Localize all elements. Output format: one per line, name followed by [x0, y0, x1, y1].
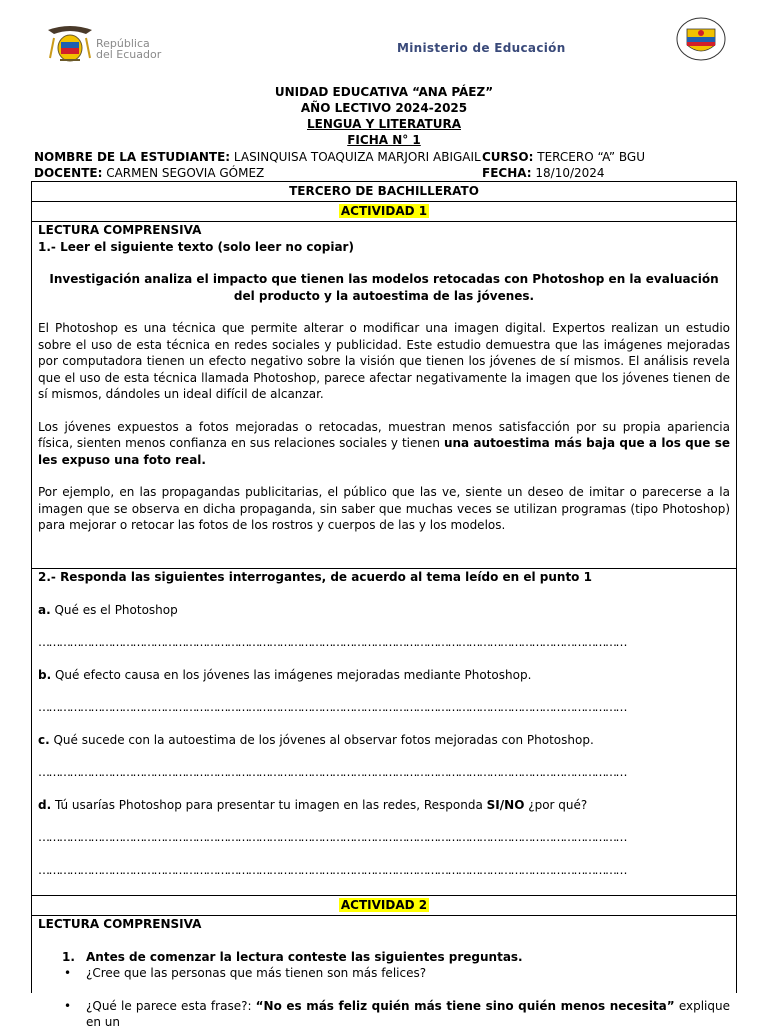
bullet-2-quote: “No es más feliz quién más tiene sino quién menos necesita”: [255, 998, 675, 1013]
question-d-emphasis: SI/NO: [486, 797, 525, 812]
republic-logotype: [96, 38, 161, 60]
student-label: NOMBRE DE LA ESTUDIANTE:: [34, 150, 231, 164]
school-name: UNIDAD EDUCATIVA “ANA PÁEZ”: [274, 85, 494, 99]
question-d: [38, 797, 730, 814]
activity-2-row: [32, 896, 736, 916]
sheet-number: FICHA N° 1: [347, 133, 421, 147]
bullet-1-text: ¿Cree que las personas que más tienen son más felices?: [86, 966, 427, 980]
questions-instruction: 2.- Responda las siguientes interrogantes, de acuerdo al tema leído en el punto 1: [38, 570, 592, 584]
question-a: [38, 602, 730, 619]
question-d-text: Tú usarías Photoshop para presentar tu imagen en las redes, Responda: [51, 797, 487, 812]
question-d-letter: d.: [38, 797, 52, 812]
student-row: [34, 149, 734, 165]
paragraph-2-text: Los jóvenes expuestos a fotos mejoradas o retocadas, muestran menos satisfacción por su propia apariencia física, sienten menos confianza en sus relaciones sociales y tienen: [38, 419, 730, 450]
course-label: CURSO:: [482, 150, 534, 164]
ministry-name: Ministerio de Educación: [397, 41, 566, 55]
date-value: 18/10/2024: [531, 166, 605, 180]
bullet-icon: •: [64, 998, 72, 1013]
level-row: [32, 182, 736, 202]
answer-line-b[interactable]: ……………………………………………………………………………………………………………………………………………………: [38, 700, 626, 714]
activity-2-section: [32, 916, 736, 1031]
question-a-text: Qué es el Photoshop: [50, 602, 178, 617]
teacher-label: DOCENTE:: [34, 166, 103, 180]
question-a-letter: a.: [38, 602, 51, 617]
page-header: [0, 0, 768, 80]
article-headline: Investigación analiza el impacto que tienen las modelos retocadas con Photoshop en la evaluación del producto y la autoestima de las jóvenes.: [49, 272, 719, 303]
bullet-2-tail: explique en un: [86, 998, 730, 1029]
answer-line-d2[interactable]: ……………………………………………………………………………………………………………………………………………………: [38, 862, 626, 877]
item-1-text: Antes de comenzar la lectura conteste las siguientes preguntas.: [86, 949, 523, 964]
question-c-text: Qué sucede con la autoestima de los jóvenes al observar fotos mejoradas con Photoshop.: [49, 732, 594, 747]
article-paragraph-3: Por ejemplo, en las propagandas publicitarias, el público que las ve, siente un deseo de imitar o parecerse a la imagen que se observa en dicha propaganda, sin saber que muchas veces se utilizan programas (tipo Photoshop) para mejorar o retocar las fotos de los rostros y cuerpos de las y los modelos.: [38, 485, 730, 532]
activity-1-row: [32, 202, 736, 222]
activity-2-item-1: [38, 949, 730, 966]
activity-2-heading: LECTURA COMPRENSIVA: [38, 917, 202, 931]
reading-section: [32, 222, 736, 569]
question-c: [38, 732, 730, 749]
student-name: LASINQUISA TOAQUIZA MARJORI ABIGAIL: [230, 150, 481, 164]
paragraph-2-emphasis: una autoestima más baja que a los que se les expuso una foto real.: [38, 436, 731, 467]
activity-1-label: ACTIVIDAD 1: [340, 204, 428, 218]
article-paragraph-1: El Photoshop es una técnica que permite alterar o modificar una imagen digital. Expertos realizan un estudio sobre el uso de esta técnica en redes sociales y publicidad. Este estudio demuestra que las imágenes mejoradas por computadora tienen un efecto negativo sobre la visión que tienen los jóvenes de sí mismos. El análisis revela que el uso de esta técnica llamada Photoshop, parece afectar negativamente la imagen que los jóvenes tienen de sí mismos, dándoles un ideal difícil de alcanzar.: [38, 321, 730, 401]
date-label: FECHA:: [482, 166, 532, 180]
logo-line-1: República: [96, 37, 150, 50]
question-b-letter: b.: [38, 667, 52, 682]
document-titles: [0, 84, 768, 148]
school-emblem-icon: [674, 15, 728, 63]
reading-heading: LECTURA COMPRENSIVA: [38, 223, 202, 237]
teacher-row: [34, 165, 734, 181]
questions-section: [32, 569, 736, 896]
subject-name: LENGUA Y LITERATURA: [307, 117, 461, 131]
question-b-text: Qué efecto causa en los jóvenes las imágenes mejoradas mediante Photoshop.: [51, 667, 532, 682]
answer-line-d1[interactable]: ……………………………………………………………………………………………………………………………………………………: [38, 830, 626, 844]
bullet-icon: •: [64, 966, 72, 980]
level-label: TERCERO DE BACHILLERATO: [289, 184, 479, 198]
course-value: TERCERO “A” BGU: [533, 150, 645, 164]
item-1-number: 1.: [62, 949, 75, 964]
bullet-2-text: ¿Qué le parece esta frase?:: [86, 998, 256, 1013]
activity-2-label: ACTIVIDAD 2: [340, 898, 428, 912]
bullet-2: [38, 998, 730, 1031]
logo-line-2: del Ecuador: [96, 48, 162, 61]
school-year: AÑO LECTIVO 2024-2025: [300, 101, 468, 115]
article-paragraph-2: [38, 419, 730, 469]
question-b: [38, 667, 730, 684]
bullet-1: [38, 965, 730, 982]
reading-instruction: 1.- Leer el siguiente texto (solo leer no copiar): [38, 239, 354, 254]
answer-line-a[interactable]: ……………………………………………………………………………………………………………………………………………………: [38, 635, 626, 649]
question-d-tail: ¿por qué?: [524, 797, 588, 812]
teacher-name: CARMEN SEGOVIA GÓMEZ: [102, 166, 265, 180]
worksheet-table: [31, 181, 737, 1029]
student-info: [34, 149, 734, 181]
question-c-letter: c.: [38, 732, 50, 747]
ecuador-coat-of-arms-icon: [46, 24, 94, 66]
answer-line-c[interactable]: ……………………………………………………………………………………………………………………………………………………: [38, 765, 626, 779]
